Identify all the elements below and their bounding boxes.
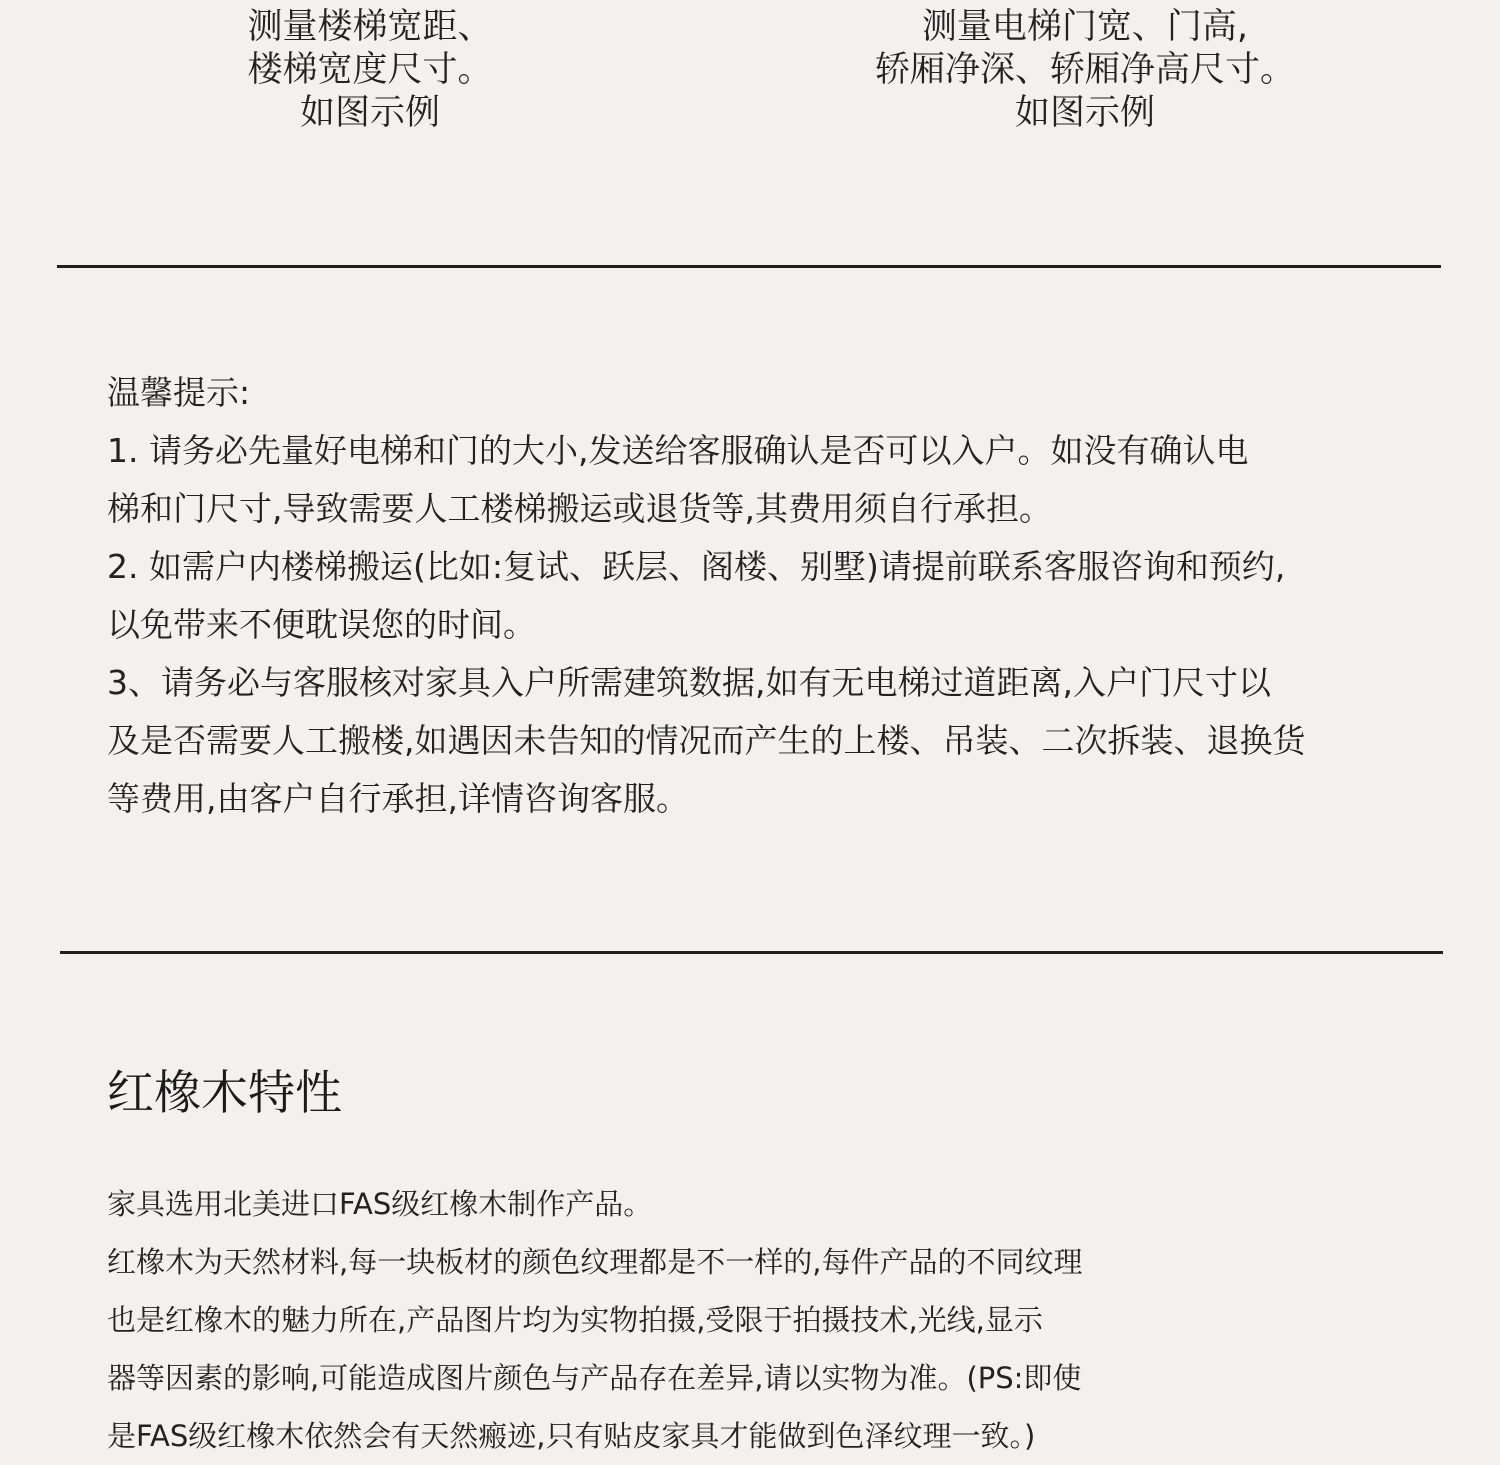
caption-line: 如图示例	[299, 93, 440, 133]
tips-line: 及是否需要人工搬楼,如遇因未告知的情况而产生的上楼、吊装、二次拆装、退换货	[107, 721, 1306, 760]
caption-line: 轿厢净深、轿厢净高尺寸。	[874, 50, 1295, 90]
caption-line: 楼梯宽度尺寸。	[247, 50, 493, 90]
section-heading: 红橡木特性	[107, 1066, 342, 1121]
tips-line: 等费用,由客户自行承担,详情咨询客服。	[107, 779, 689, 818]
description-line: 也是红橡木的魅力所在,产品图片均为实物拍摄,受限于拍摄技术,光线,显示	[107, 1303, 1043, 1337]
description-line: 器等因素的影响,可能造成图片颜色与产品存在差异,请以实物为准。(PS:即使	[107, 1361, 1082, 1395]
description-line: 红橡木为天然材料,每一块板材的颜色纹理都是不一样的,每件产品的不同纹理	[107, 1245, 1083, 1279]
red-oak-description	[107, 1175, 1447, 1465]
stair-measure-caption	[160, 6, 580, 135]
caption-line: 测量电梯门宽、门高,	[921, 7, 1249, 47]
tips-line: 1. 请务必先量好电梯和门的大小,发送给客服确认是否可以入户。如没有确认电	[107, 431, 1249, 470]
tips-line: 以免带来不便耽误您的时间。	[107, 605, 536, 644]
description-line: 是FAS级红橡木依然会有天然瘢迹,只有贴皮家具才能做到色泽纹理一致。)	[107, 1419, 1036, 1453]
tips-line: 2. 如需户内楼梯搬运(比如:复试、跃层、阁楼、别墅)请提前联系客服咨询和预约,	[107, 547, 1286, 586]
tips-line: 3、请务必与客服核对家具入户所需建筑数据,如有无电梯过道距离,入户门尺寸以	[107, 663, 1271, 702]
caption-line: 如图示例	[1014, 93, 1155, 133]
tips-line: 梯和门尺寸,导致需要人工楼梯搬运或退货等,其费用须自行承担。	[107, 489, 1052, 528]
warm-tips-section	[107, 364, 1427, 828]
description-line: 家具选用北美进口FAS级红橡木制作产品。	[107, 1187, 653, 1221]
caption-line: 测量楼梯宽距、	[247, 7, 493, 47]
section-divider	[60, 951, 1443, 954]
section-divider	[57, 265, 1441, 268]
elevator-measure-caption	[820, 6, 1350, 135]
tips-title: 温馨提示:	[107, 373, 251, 412]
